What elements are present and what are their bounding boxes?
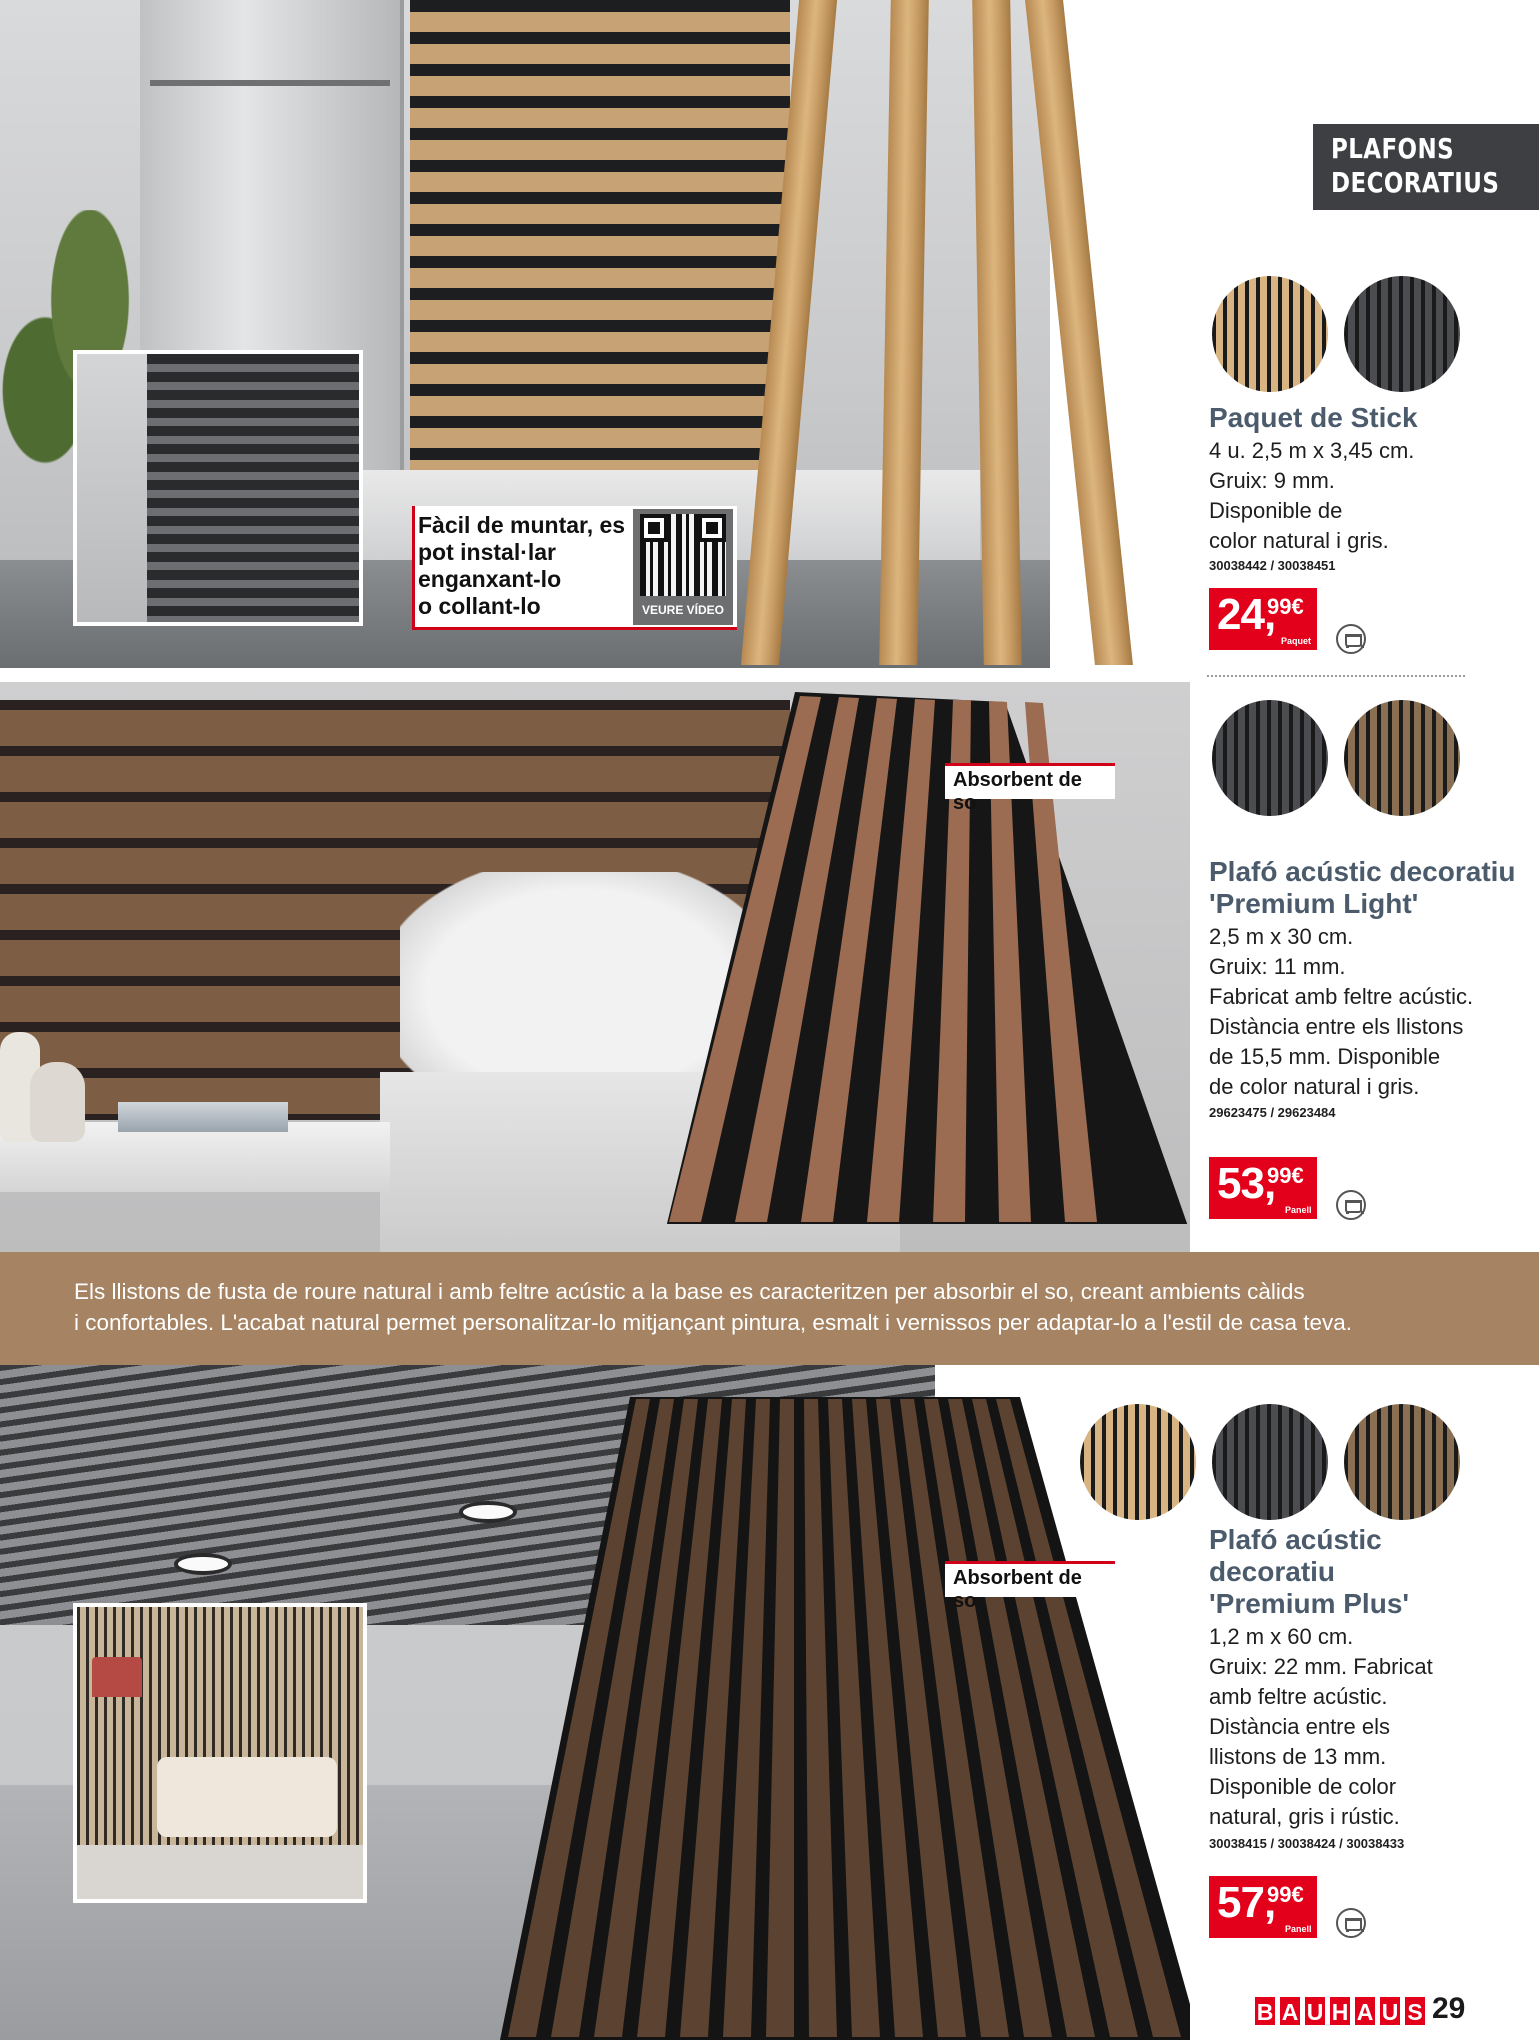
section-tag-line2: DECORATIUS	[1331, 166, 1500, 199]
section-tag	[1313, 124, 1539, 210]
product-spec: de 15,5 mm. Disponible	[1209, 1044, 1441, 1069]
price-tag	[1209, 1157, 1317, 1219]
info-line: pot instal·lar	[418, 539, 557, 565]
price-tag	[1209, 1876, 1317, 1938]
sofa-image	[157, 1757, 337, 1837]
logo-letter: A	[1279, 1996, 1301, 2026]
product-spec: Distància entre els	[1209, 1714, 1390, 1739]
description-line: Els llistons de fusta de roure natural i amb feltre acústic a la base es caracteritzen per absorbir el so, creant ambients càlids	[74, 1279, 1305, 1304]
product-spec: color natural i gris.	[1209, 528, 1389, 553]
info-line: enganxant-lo	[418, 566, 562, 592]
description-line: i confortables. L'acabat natural permet personalitzar-lo mitjançant pintura, esmalt i vernissos per adaptar-lo a l'estil de casa teva.	[74, 1310, 1352, 1335]
product-spec: Disponible de	[1209, 498, 1343, 523]
product-title: decoratiu	[1209, 1556, 1336, 1587]
inset-photo-grey-slats	[73, 350, 363, 626]
logo-letter: U	[1379, 1996, 1401, 2026]
product-refs: 30038415 / 30038424 / 30038433	[1209, 1836, 1405, 1851]
logo-letter: A	[1354, 1996, 1376, 2026]
swatch-natural	[1344, 700, 1460, 816]
swatch-gris	[1212, 1404, 1328, 1520]
bauhaus-logo	[1254, 1996, 1426, 2026]
swatch-gris	[1212, 700, 1328, 816]
logo-letter: U	[1304, 1996, 1326, 2026]
cart-icon[interactable]	[1336, 624, 1366, 654]
books-image	[118, 1102, 288, 1132]
logo-letter: B	[1254, 1996, 1276, 2026]
product-spec: 2,5 m x 30 cm.	[1209, 924, 1354, 949]
product-spec: Distància entre els llistons	[1209, 1014, 1464, 1039]
sound-absorbing-badge: Absorbent de so	[945, 1561, 1115, 1597]
product-separator	[1207, 675, 1465, 677]
qr-code-icon[interactable]	[640, 514, 726, 596]
product-title: 'Premium Plus'	[1209, 1588, 1410, 1619]
page-number: 29	[1432, 1992, 1466, 2025]
info-line: Fàcil de muntar, es	[418, 512, 626, 538]
product-refs: 29623475 / 29623484	[1209, 1105, 1336, 1120]
price-unit: Panell	[1285, 1205, 1312, 1215]
product-title: Paquet de Stick	[1209, 402, 1418, 433]
price-decimal: 99€	[1267, 1882, 1304, 1907]
swatch-natural	[1212, 276, 1328, 392]
product-spec: 1,2 m x 60 cm.	[1209, 1624, 1354, 1649]
sound-absorbing-badge: Absorbent de so	[945, 763, 1115, 799]
inset-photo-living-room	[73, 1603, 367, 1903]
watch-video-label[interactable]: VEURE VÍDEO	[641, 603, 725, 617]
product-spec: 4 u. 2,5 m x 3,45 cm.	[1209, 438, 1415, 463]
logo-letter: H	[1329, 1996, 1351, 2026]
product-spec: amb feltre acústic.	[1209, 1684, 1388, 1709]
ceiling-light-image	[178, 1557, 228, 1571]
cart-icon[interactable]	[1336, 1908, 1366, 1938]
floor-image	[77, 1845, 363, 1903]
price-integer: 57,	[1217, 1878, 1276, 1927]
slat-wall-image	[410, 0, 790, 470]
product-refs: 30038442 / 30038451	[1209, 558, 1336, 573]
product-spec: de color natural i gris.	[1209, 1074, 1420, 1099]
acoustic-panel-plus-image	[500, 1397, 1190, 2040]
product-spec: natural, gris i rústic.	[1209, 1804, 1400, 1829]
product-title: 'Premium Light'	[1209, 888, 1419, 919]
price-unit: Paquet	[1281, 636, 1312, 646]
swatch-rustic	[1344, 1404, 1460, 1520]
section-tag-line1: PLAFONS	[1331, 132, 1455, 165]
description-text	[74, 1276, 1514, 1338]
price-tag	[1209, 588, 1317, 650]
product-spec: Gruix: 9 mm.	[1209, 468, 1335, 493]
swatch-natural	[1080, 1404, 1196, 1520]
product-title: Plafó acústic	[1209, 1524, 1382, 1555]
logo-letter: S	[1404, 1996, 1426, 2026]
price-integer: 53,	[1217, 1159, 1276, 1208]
price-integer: 24,	[1217, 590, 1276, 639]
price-unit: Panell	[1285, 1924, 1312, 1934]
product-spec: Gruix: 11 mm.	[1209, 954, 1346, 979]
product-spec: Disponible de color	[1209, 1774, 1397, 1799]
product-title: Plafó acústic decoratiu	[1209, 856, 1516, 887]
price-decimal: 99€	[1267, 1163, 1304, 1188]
lamp-image	[92, 1657, 142, 1697]
swatch-gris	[1344, 276, 1460, 392]
vase-image	[30, 1062, 85, 1142]
install-info-text	[418, 512, 628, 620]
info-line: o collant-lo	[418, 593, 541, 619]
product-spec: llistons de 13 mm.	[1209, 1744, 1387, 1769]
product-spec: Gruix: 22 mm. Fabricat	[1209, 1654, 1433, 1679]
price-decimal: 99€	[1267, 594, 1304, 619]
product-spec: Fabricat amb feltre acústic.	[1209, 984, 1474, 1009]
cart-icon[interactable]	[1336, 1190, 1366, 1220]
